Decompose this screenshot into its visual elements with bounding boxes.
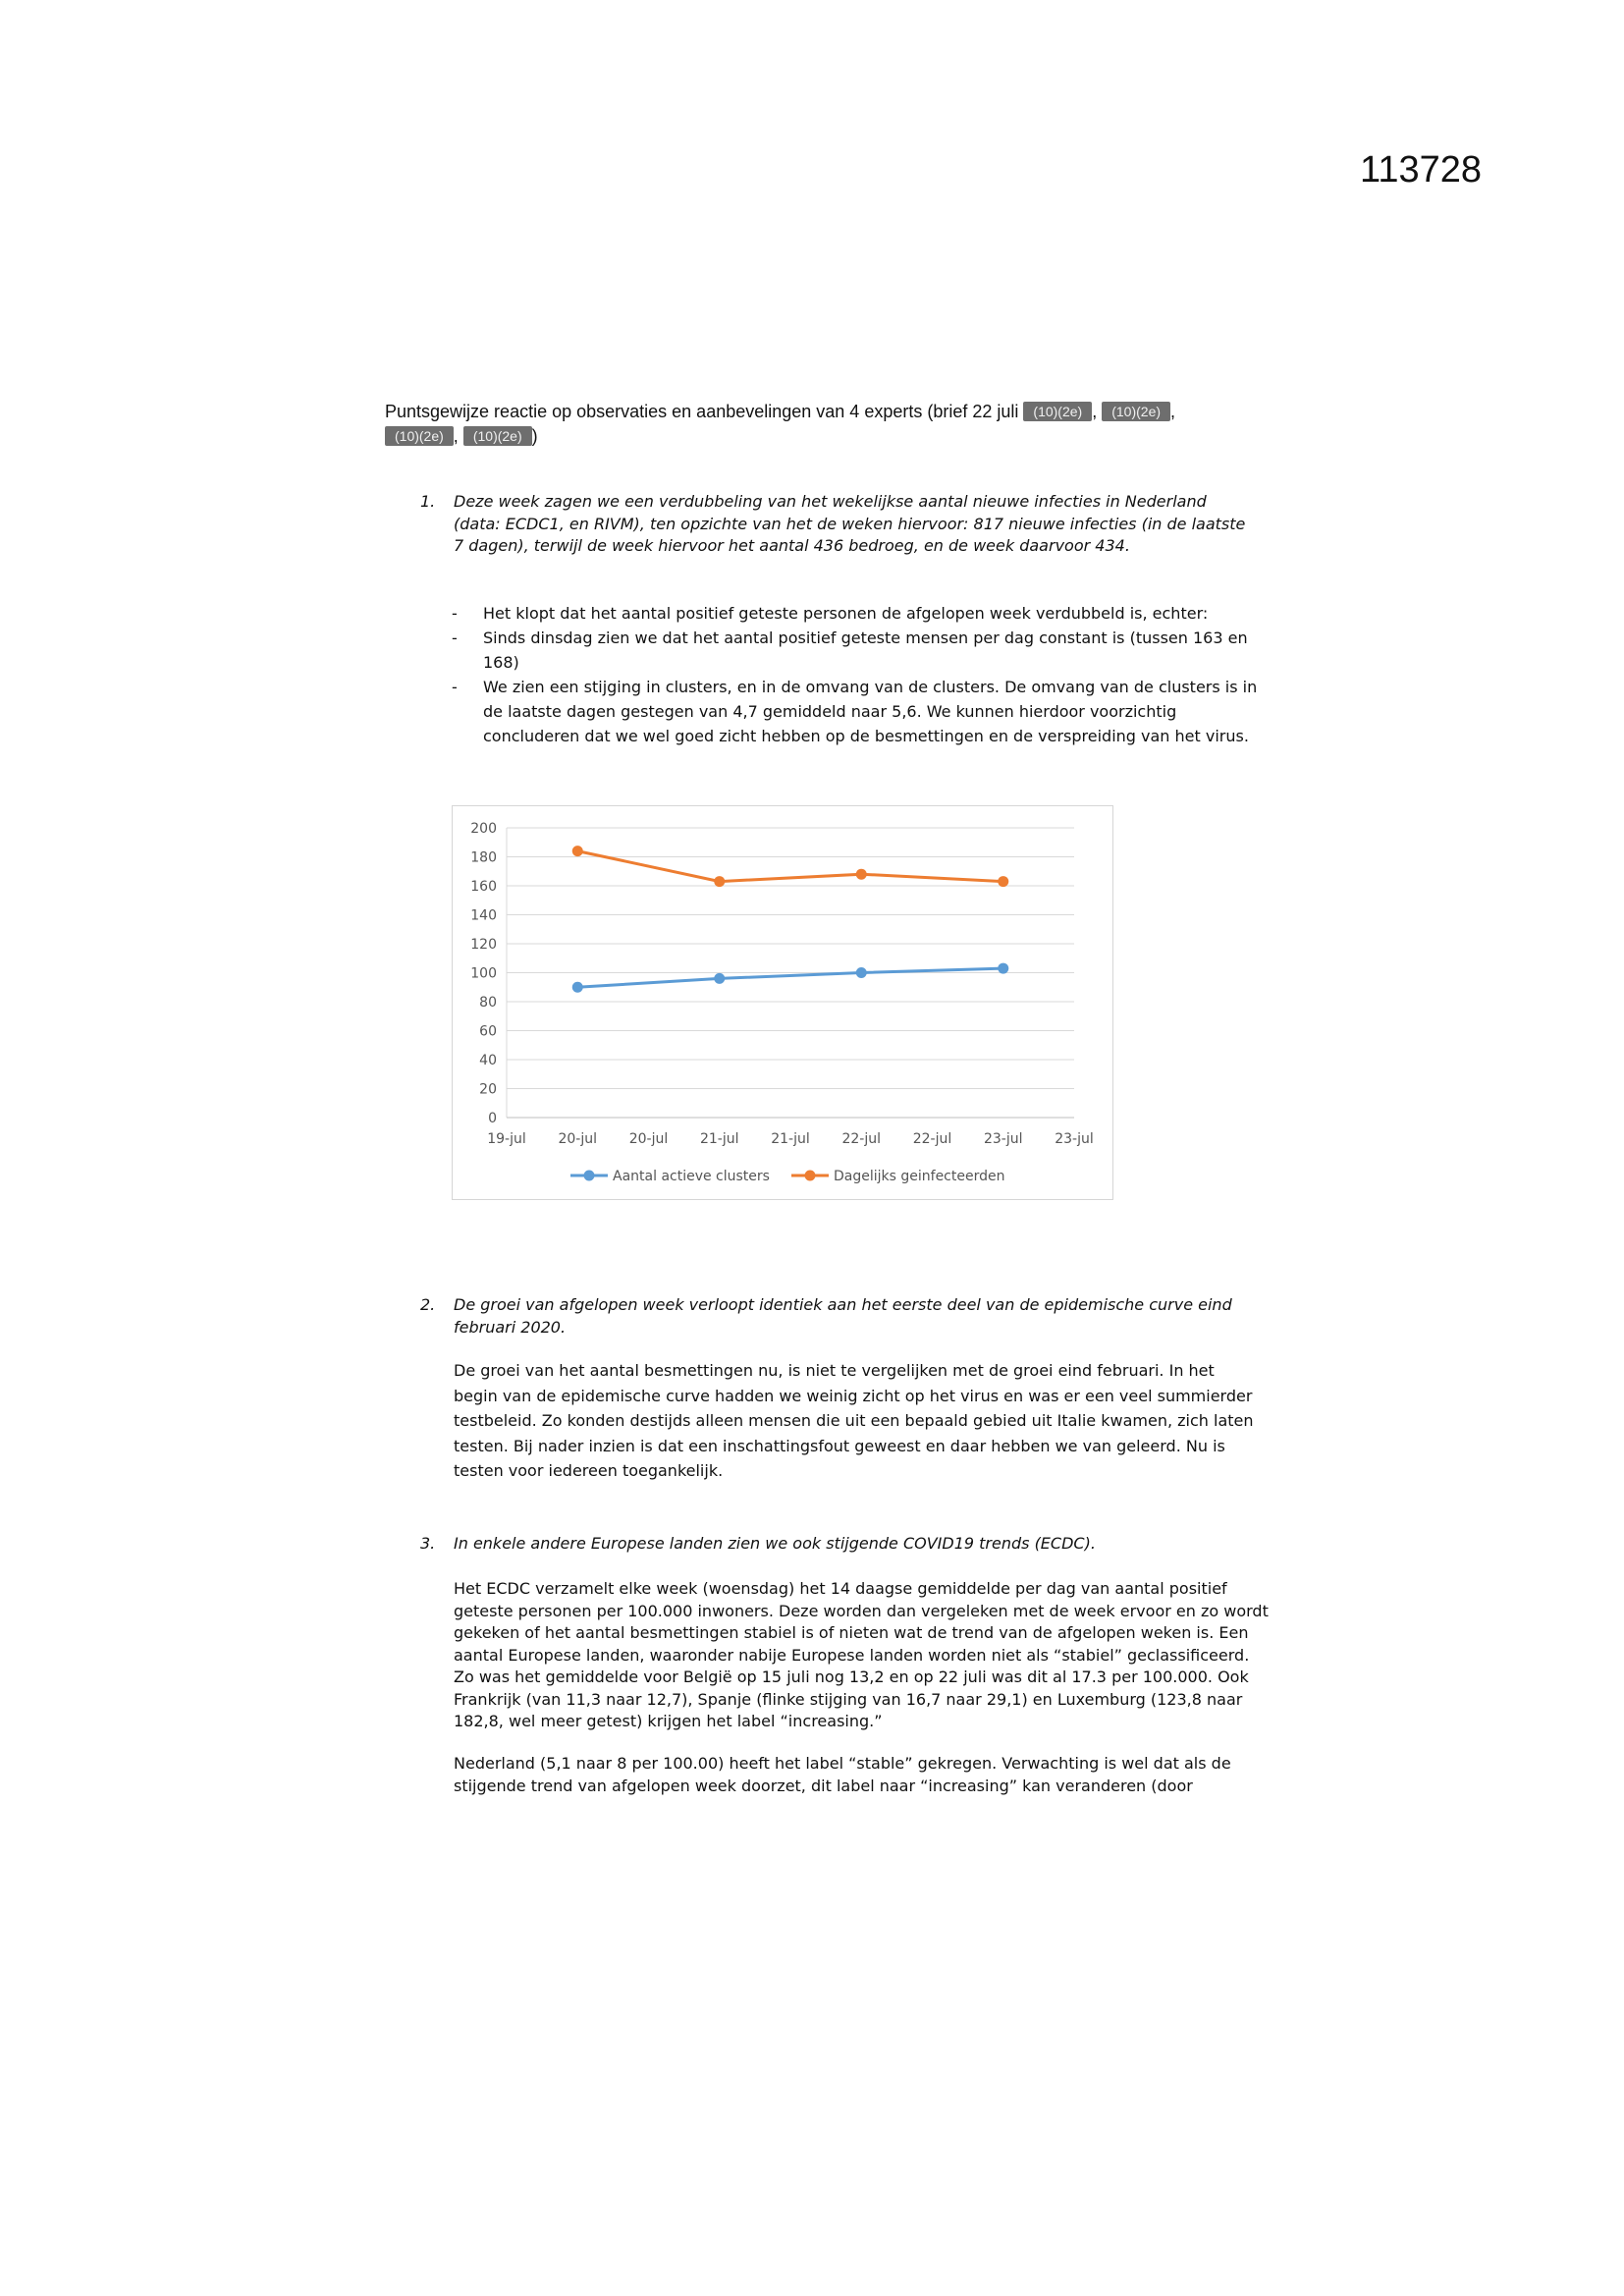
y-tick-label: 200 (470, 821, 497, 837)
section-heading-text: De groei van afgelopen week verloopt identiek aan het eerste deel van de epidemische curve eind februari 2020. (454, 1295, 1232, 1337)
data-point (572, 982, 583, 993)
x-tick-label: 23-jul (1055, 1131, 1094, 1147)
redaction-box: (10)(2e) (1023, 402, 1092, 421)
separator: , (453, 426, 459, 446)
section-2-body: De groei van het aantal besmettingen nu, is niet te vergelijken met de groei eind februari. In het begin van de epidemische curve hadden we weinig zicht op het virus en was er een veel summierder testbeleid. Zo konden destijds alleen mensen die uit een bepaald gebied uit Italie kwamen, zich laten testen. Bij nader inzien is dat een inschattingsfout geweest en daar hebben we van geleerd. Nu is testen voor iedereen toegankelijk. (454, 1361, 1254, 1480)
bullet-marker: - (452, 678, 458, 696)
x-tick-label: 22-jul (912, 1131, 952, 1147)
data-point (856, 967, 867, 978)
legend-marker (805, 1171, 816, 1181)
x-tick-label: 23-jul (983, 1131, 1023, 1147)
x-tick-label: 19-jul (487, 1131, 526, 1147)
section-1-heading (420, 491, 1255, 558)
section-2-heading (420, 1294, 1255, 1339)
x-tick-label: 21-jul (771, 1131, 810, 1147)
y-tick-label: 140 (470, 907, 497, 924)
closing-parenthesis: ) (531, 426, 538, 446)
legend-marker (584, 1171, 595, 1181)
bullet-marker: - (452, 604, 458, 623)
redaction-box: (10)(2e) (463, 426, 532, 446)
series-line (577, 968, 1003, 987)
separator: , (1092, 402, 1098, 421)
legend-label: Dagelijks geinfecteerden (834, 1169, 1005, 1184)
y-tick-label: 20 (479, 1081, 497, 1098)
list-item (452, 675, 1267, 748)
list-item-text: Het klopt dat het aantal positief geteste personen de afgelopen week verdubbeld is, echter: (483, 604, 1209, 623)
section-3-heading (420, 1533, 1255, 1556)
legend-label: Aantal actieve clusters (613, 1169, 770, 1184)
redaction-box: (10)(2e) (385, 426, 454, 446)
list-item (452, 626, 1267, 675)
y-tick-label: 60 (479, 1023, 497, 1040)
list-item-text: We zien een stijging in clusters, en in de omvang van de clusters. De omvang van de clusters is in de laatste dagen gestegen van 4,7 gemiddeld naar 5,6. We kunnen hierdoor voorzichtig concluderen dat we wel goed zicht hebben op de besmettingen en de verspreiding van het virus. (483, 678, 1258, 745)
chart-canvas (453, 806, 1112, 1199)
x-tick-label: 21-jul (699, 1131, 739, 1147)
series-line (577, 851, 1003, 882)
section-heading-text: Deze week zagen we een verdubbeling van het wekelijkse aantal nieuwe infecties in Nederland (data: ECDC1, en RIVM), ten opzichte van het de weken hiervoor: 817 nieuwe infecties (in de laatste 7 dagen), terwijl de week hiervoor het aantal 436 bedroeg, en de week daarvoor 434. (454, 492, 1246, 555)
section-3-body-2: Nederland (5,1 naar 8 per 100.00) heeft het label “stable” gekregen. Verwachting is wel dat als de stijgende trend van afgelopen week doorzet, dit label naar “increasing” kan veranderen (door (454, 1754, 1231, 1795)
x-tick-label: 20-jul (558, 1131, 598, 1147)
document-number: 113728 (1360, 149, 1482, 191)
x-tick-label: 22-jul (841, 1131, 882, 1147)
intro-paragraph (385, 401, 1249, 448)
x-tick-label: 20-jul (628, 1131, 669, 1147)
y-tick-label: 40 (479, 1053, 497, 1068)
separator: , (1170, 402, 1176, 421)
list-item-text: Sinds dinsdag zien we dat het aantal positief geteste mensen per dag constant is (tussen 163 en 168) (483, 629, 1248, 672)
list-item (452, 601, 1267, 626)
y-tick-label: 100 (470, 965, 497, 982)
section-number: 3. (420, 1534, 436, 1553)
y-tick-label: 120 (470, 937, 497, 953)
bullet-list (452, 601, 1267, 748)
line-chart (452, 805, 1113, 1200)
intro-line-2 (385, 425, 1249, 448)
data-point (998, 876, 1008, 887)
data-point (714, 876, 725, 887)
intro-text: Puntsgewijze reactie op observaties en aanbevelingen van 4 experts (brief 22 juli (385, 402, 1019, 421)
section-3-body: Het ECDC verzamelt elke week (woensdag) het 14 daagse gemiddelde per dag van aantal positief geteste personen per 100.000 inwoners. Deze worden dan vergeleken met de week ervoor en zo wordt gekeken of het aantal besmettingen stabiel is of nieten wat de trend van de afgelopen weken is. Een aantal Europese landen, waaronder nabije Europese landen worden niet als “stabiel” geclassificeerd. Zo was het gemiddelde voor België op 15 juli nog 13,2 en op 22 juli was dit al 17.3 per 100.000. Ook Frankrijk (van 11,3 naar 12,7), Spanje (flinke stijging van 16,7 naar 29,1) en Luxemburg (123,8 naar 182,8, wel meer getest) krijgen het label “increasing.” (454, 1579, 1269, 1730)
section-heading-text: In enkele andere Europese landen zien we ook stijgende COVID19 trends (ECDC). (454, 1534, 1096, 1553)
y-tick-label: 180 (470, 849, 497, 866)
data-point (856, 869, 867, 880)
y-tick-label: 0 (488, 1111, 497, 1126)
data-point (714, 973, 725, 984)
y-tick-label: 80 (479, 995, 497, 1011)
data-point (998, 963, 1008, 974)
y-tick-label: 160 (470, 879, 497, 895)
data-point (572, 846, 583, 856)
section-number: 1. (420, 492, 436, 511)
redaction-box: (10)(2e) (1102, 402, 1170, 421)
bullet-marker: - (452, 629, 458, 647)
section-number: 2. (420, 1295, 436, 1314)
